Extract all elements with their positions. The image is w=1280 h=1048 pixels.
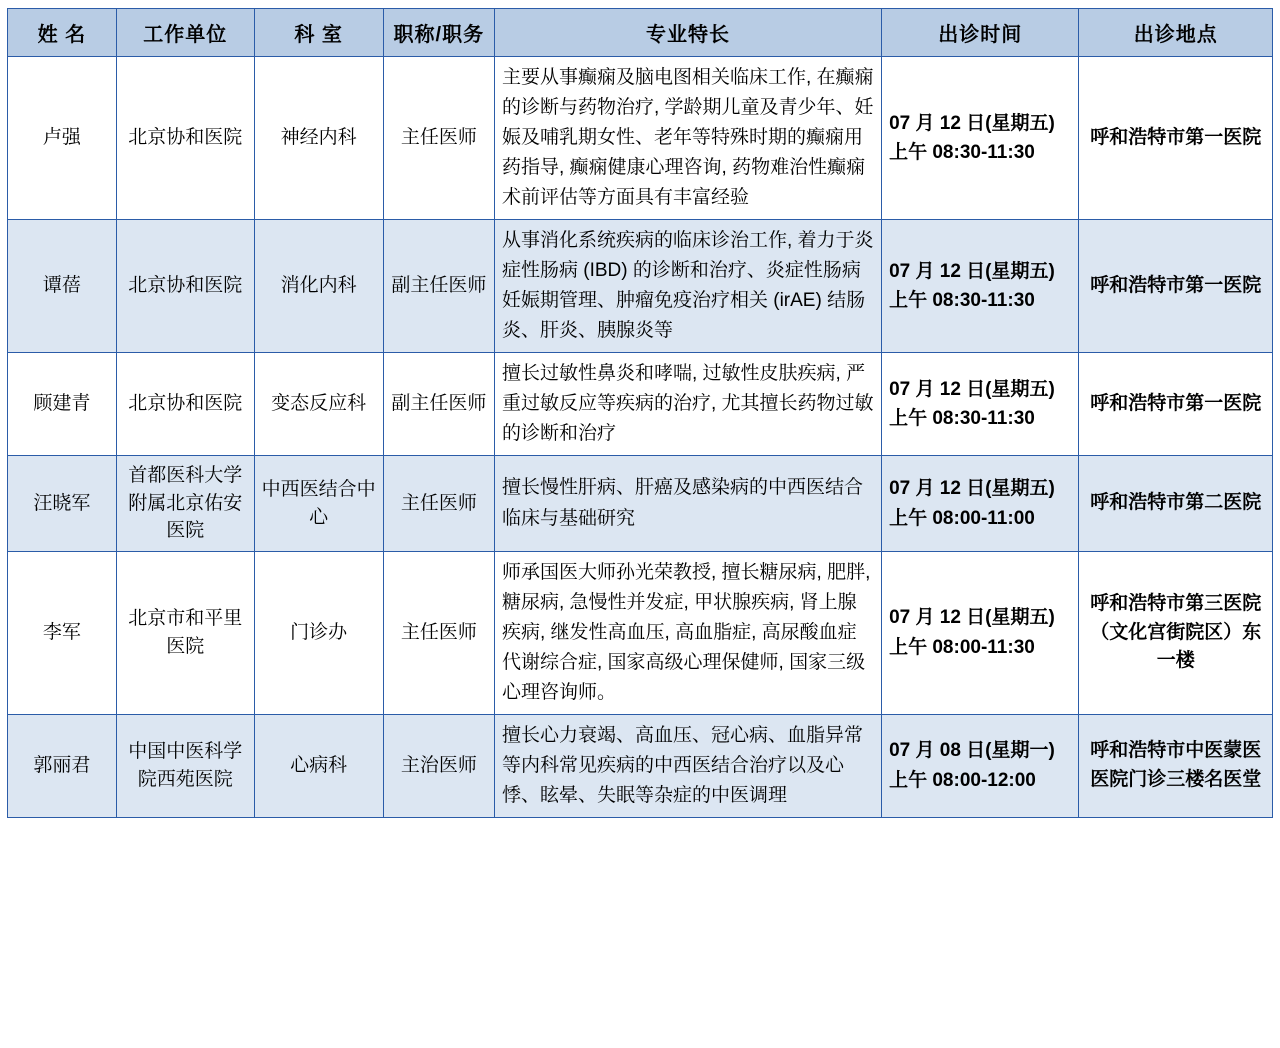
table-row xyxy=(8,456,1273,552)
column-header-name: 姓 名 xyxy=(8,9,117,57)
cell-work-unit: 中国中医科学院西苑医院 xyxy=(116,714,254,817)
cell-work-unit: 北京协和医院 xyxy=(116,220,254,353)
cell-specialty: 师承国医大师孙光荣教授, 擅长糖尿病, 肥胖, 糖尿病, 急慢性并发症, 甲状腺疾病, 肾上腺疾病, 继发性高血压, 高血脂症, 高尿酸血症代谢综合症, 国家高级心理保健师, 国家三级心理咨询师。 xyxy=(494,551,881,714)
cell-specialty: 擅长慢性肝病、肝癌及感染病的中西医结合临床与基础研究 xyxy=(494,456,881,552)
cell-department: 神经内科 xyxy=(254,57,383,220)
cell-department: 门诊办 xyxy=(254,551,383,714)
doctor-schedule-table xyxy=(7,8,1273,818)
clinic-date: 07 月 12 日(星期五) xyxy=(889,260,1055,282)
cell-clinic-time xyxy=(882,551,1079,714)
clinic-date: 07 月 08 日(星期一) xyxy=(889,740,1055,762)
cell-clinic-time xyxy=(882,220,1079,353)
clinic-slot: 上午 08:00-12:00 xyxy=(889,769,1036,791)
table-row xyxy=(8,551,1273,714)
cell-job-title: 副主任医师 xyxy=(383,220,494,353)
cell-specialty: 擅长过敏性鼻炎和哮喘, 过敏性皮肤疾病, 严重过敏反应等疾病的治疗, 尤其擅长药物过敏的诊断和治疗 xyxy=(494,353,881,456)
clinic-date: 07 月 12 日(星期五) xyxy=(889,607,1055,629)
cell-doctor-name: 卢强 xyxy=(8,57,117,220)
clinic-date: 07 月 12 日(星期五) xyxy=(889,378,1055,400)
clinic-date: 07 月 12 日(星期五) xyxy=(889,112,1055,134)
clinic-slot: 上午 08:00-11:00 xyxy=(889,507,1035,529)
column-header-unit: 工作单位 xyxy=(116,9,254,57)
cell-department: 变态反应科 xyxy=(254,353,383,456)
column-header-dept: 科 室 xyxy=(254,9,383,57)
column-header-title: 职称/职务 xyxy=(383,9,494,57)
cell-work-unit: 北京协和医院 xyxy=(116,353,254,456)
cell-department: 中西医结合中心 xyxy=(254,456,383,552)
cell-department: 心病科 xyxy=(254,714,383,817)
table-row xyxy=(8,57,1273,220)
table-row xyxy=(8,353,1273,456)
column-header-specialty: 专业特长 xyxy=(494,9,881,57)
cell-clinic-place: 呼和浩特市第二医院 xyxy=(1079,456,1273,552)
clinic-slot: 上午 08:00-11:30 xyxy=(889,636,1035,658)
cell-doctor-name: 谭蓓 xyxy=(8,220,117,353)
cell-department: 消化内科 xyxy=(254,220,383,353)
column-header-time: 出诊时间 xyxy=(882,9,1079,57)
cell-doctor-name: 郭丽君 xyxy=(8,714,117,817)
cell-specialty: 擅长心力衰竭、高血压、冠心病、血脂异常等内科常见疾病的中西医结合治疗以及心悸、眩晕、失眠等杂症的中医调理 xyxy=(494,714,881,817)
cell-clinic-time xyxy=(882,353,1079,456)
cell-doctor-name: 顾建青 xyxy=(8,353,117,456)
cell-work-unit: 首都医科大学附属北京佑安医院 xyxy=(116,456,254,552)
cell-job-title: 副主任医师 xyxy=(383,353,494,456)
table-body xyxy=(8,57,1273,818)
cell-clinic-place: 呼和浩特市第一医院 xyxy=(1079,353,1273,456)
schedule-sheet xyxy=(7,8,1273,818)
column-header-place: 出诊地点 xyxy=(1079,9,1273,57)
table-header xyxy=(8,9,1273,57)
clinic-date: 07 月 12 日(星期五) xyxy=(889,478,1055,500)
clinic-slot: 上午 08:30-11:30 xyxy=(889,142,1035,164)
cell-clinic-place: 呼和浩特市第一医院 xyxy=(1079,57,1273,220)
cell-clinic-place: 呼和浩特市第一医院 xyxy=(1079,220,1273,353)
cell-specialty: 从事消化系统疾病的临床诊治工作, 着力于炎症性肠病 (IBD) 的诊断和治疗、炎症性肠病妊娠期管理、肿瘤免疫治疗相关 (irAE) 结肠炎、肝炎、胰腺炎等 xyxy=(494,220,881,353)
cell-work-unit: 北京协和医院 xyxy=(116,57,254,220)
cell-job-title: 主治医师 xyxy=(383,714,494,817)
cell-specialty: 主要从事癫痫及脑电图相关临床工作, 在癫痫的诊断与药物治疗, 学龄期儿童及青少年、妊娠及哺乳期女性、老年等特殊时期的癫痫用药指导, 癫痫健康心理咨询, 药物难治性癫痫术前评估等方面具有丰富经验 xyxy=(494,57,881,220)
header-row xyxy=(8,9,1273,57)
cell-job-title: 主任医师 xyxy=(383,57,494,220)
table-row xyxy=(8,714,1273,817)
table-row xyxy=(8,220,1273,353)
cell-job-title: 主任医师 xyxy=(383,456,494,552)
cell-job-title: 主任医师 xyxy=(383,551,494,714)
cell-clinic-time xyxy=(882,57,1079,220)
cell-doctor-name: 汪晓军 xyxy=(8,456,117,552)
clinic-slot: 上午 08:30-11:30 xyxy=(889,408,1035,430)
cell-work-unit: 北京市和平里医院 xyxy=(116,551,254,714)
clinic-slot: 上午 08:30-11:30 xyxy=(889,290,1035,312)
cell-clinic-time xyxy=(882,714,1079,817)
cell-clinic-place: 呼和浩特市中医蒙医医院门诊三楼名医堂 xyxy=(1079,714,1273,817)
cell-clinic-place: 呼和浩特市第三医院（文化宫街院区）东一楼 xyxy=(1079,551,1273,714)
cell-doctor-name: 李军 xyxy=(8,551,117,714)
cell-clinic-time xyxy=(882,456,1079,552)
